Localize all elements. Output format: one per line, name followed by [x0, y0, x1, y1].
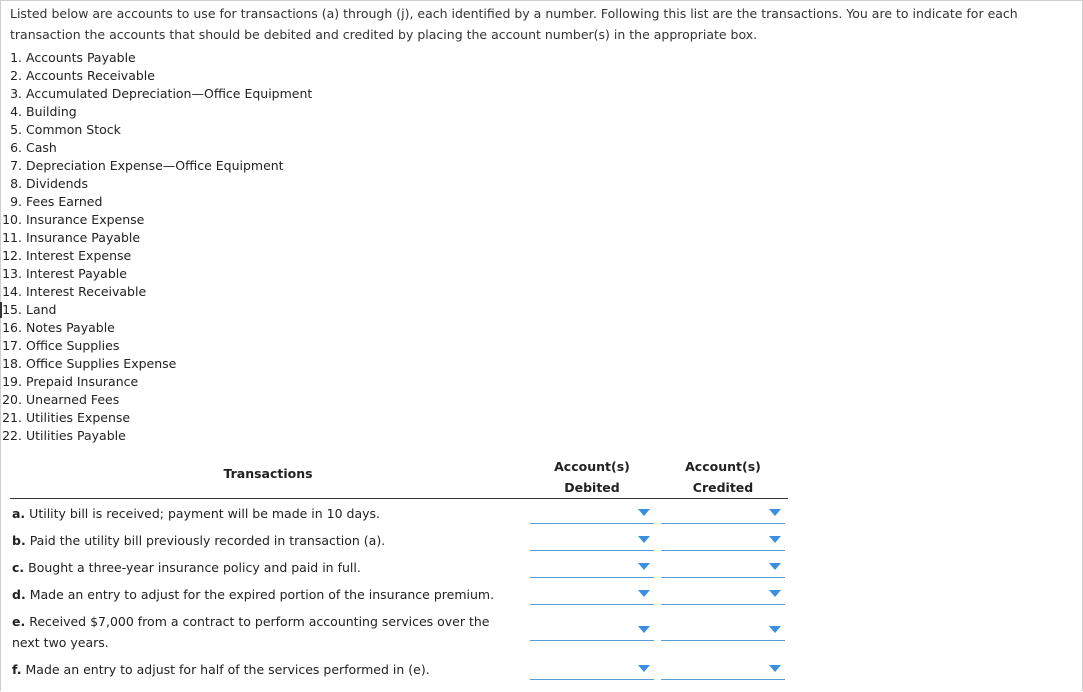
account-number: 7. [10, 158, 22, 173]
transaction-letter: a. [12, 506, 26, 521]
account-number: 17. [2, 338, 22, 353]
account-item [0, 301, 312, 319]
chevron-down-icon [638, 563, 650, 570]
debited-dropdown[interactable] [530, 620, 654, 641]
account-name: Interest Payable [26, 266, 127, 281]
credited-dropdown[interactable] [661, 557, 785, 578]
credited-header-line1: Account(s) [685, 459, 761, 474]
account-number: 12. [2, 248, 22, 263]
debited-dropdown[interactable] [530, 659, 654, 680]
account-item [0, 373, 312, 391]
account-item [0, 283, 312, 301]
account-name: Interest Expense [26, 248, 132, 263]
account-name: Insurance Expense [26, 212, 145, 227]
account-item [0, 355, 312, 373]
account-number: 2. [10, 68, 22, 83]
credited-header-line2: Credited [692, 480, 754, 495]
transaction-text: Received $7,000 from a contract to perform accounting services over the next two years. [12, 614, 490, 650]
transaction-description [12, 659, 517, 680]
account-item [0, 67, 312, 85]
account-name: Utilities Payable [26, 428, 126, 443]
chevron-down-icon [769, 536, 781, 543]
account-number: 3. [10, 86, 22, 101]
account-name: Office Supplies [26, 338, 120, 353]
account-number: 15. [2, 302, 22, 317]
transactions-header: Transactions [223, 466, 313, 481]
instructions-text: Listed below are accounts to use for transactions (a) through (j), each identified by a number. Following this list are the transactions. You are to indicate for each transaction the accounts that should be debited and credited by placing the account number(s) in the appropriate box. [10, 6, 1018, 42]
account-name: Common Stock [26, 122, 121, 137]
account-item [0, 391, 312, 409]
debited-header-line2: Debited [564, 480, 620, 495]
account-name: Dividends [26, 176, 88, 191]
account-name: Prepaid Insurance [26, 374, 139, 389]
account-name: Land [26, 302, 57, 317]
account-number: 13. [2, 266, 22, 281]
account-item [0, 85, 312, 103]
account-item [0, 409, 312, 427]
debited-dropdown[interactable] [530, 530, 654, 551]
account-number: 5. [10, 122, 22, 137]
transaction-letter: b. [12, 533, 26, 548]
account-name: Notes Payable [26, 320, 115, 335]
account-name: Utilities Expense [26, 410, 131, 425]
account-number: 11. [2, 230, 22, 245]
transaction-text: Bought a three-year insurance policy and paid in full. [28, 560, 361, 575]
credited-dropdown[interactable] [661, 584, 785, 605]
chevron-down-icon [638, 509, 650, 516]
account-item [0, 427, 312, 445]
account-item [0, 121, 312, 139]
account-item [0, 265, 312, 283]
chevron-down-icon [638, 536, 650, 543]
account-item [0, 103, 312, 121]
account-number: 21. [2, 410, 22, 425]
transaction-text: Made an entry to adjust for half of the services performed in (e). [25, 662, 430, 677]
transaction-description [12, 557, 517, 578]
transaction-text: Utility bill is received; payment will be made in 10 days. [29, 506, 381, 521]
chevron-down-icon [769, 563, 781, 570]
credited-dropdown[interactable] [661, 620, 785, 641]
chevron-down-icon [769, 590, 781, 597]
transaction-description [12, 503, 517, 524]
account-number: 10. [2, 212, 22, 227]
account-item [0, 157, 312, 175]
transaction-text: Paid the utility bill previously recorded in transaction (a). [29, 533, 386, 548]
account-number: 14. [2, 284, 22, 299]
account-number: 9. [10, 194, 22, 209]
text-cursor-marker [0, 302, 2, 318]
account-item [0, 211, 312, 229]
credited-dropdown[interactable] [661, 659, 785, 680]
account-number: 19. [2, 374, 22, 389]
debited-dropdown[interactable] [530, 584, 654, 605]
account-number: 6. [10, 140, 22, 155]
chevron-down-icon [638, 626, 650, 633]
chevron-down-icon [638, 590, 650, 597]
transaction-letter: d. [12, 587, 26, 602]
account-number: 16. [2, 320, 22, 335]
credited-dropdown[interactable] [661, 503, 785, 524]
transaction-letter: c. [12, 560, 25, 575]
account-name: Interest Receivable [26, 284, 147, 299]
debited-header [530, 456, 654, 498]
account-name: Cash [26, 140, 57, 155]
account-name: Unearned Fees [26, 392, 120, 407]
chevron-down-icon [769, 626, 781, 633]
transaction-text: Made an entry to adjust for the expired portion of the insurance premium. [29, 587, 495, 602]
account-name: Office Supplies Expense [26, 356, 177, 371]
account-item [0, 337, 312, 355]
header-divider [10, 498, 788, 499]
account-number: 20. [2, 392, 22, 407]
account-item [0, 139, 312, 157]
account-item [0, 193, 312, 211]
debited-header-line1: Account(s) [554, 459, 630, 474]
account-item [0, 175, 312, 193]
account-number: 18. [2, 356, 22, 371]
account-name: Accounts Payable [26, 50, 136, 65]
account-list [0, 49, 312, 445]
debited-dropdown[interactable] [530, 503, 654, 524]
account-number: 4. [10, 104, 22, 119]
account-item [0, 229, 312, 247]
transaction-description [12, 611, 517, 653]
account-name: Insurance Payable [26, 230, 141, 245]
credited-header [661, 456, 785, 498]
account-item [0, 49, 312, 67]
account-name: Accumulated Depreciation—Office Equipment [26, 86, 313, 101]
account-number: 22. [2, 428, 22, 443]
debited-dropdown[interactable] [530, 557, 654, 578]
transaction-description [12, 584, 517, 605]
account-name: Depreciation Expense—Office Equipment [26, 158, 284, 173]
account-name: Building [26, 104, 77, 119]
chevron-down-icon [769, 665, 781, 672]
transaction-letter: f. [12, 662, 22, 677]
transaction-letter: e. [12, 614, 26, 629]
chevron-down-icon [769, 509, 781, 516]
transaction-description [12, 530, 517, 551]
account-name: Fees Earned [26, 194, 103, 209]
account-number: 8. [10, 176, 22, 191]
credited-dropdown[interactable] [661, 530, 785, 551]
account-item [0, 247, 312, 265]
account-item [0, 319, 312, 337]
account-name: Accounts Receivable [26, 68, 155, 83]
account-number: 1. [10, 50, 22, 65]
chevron-down-icon [638, 665, 650, 672]
